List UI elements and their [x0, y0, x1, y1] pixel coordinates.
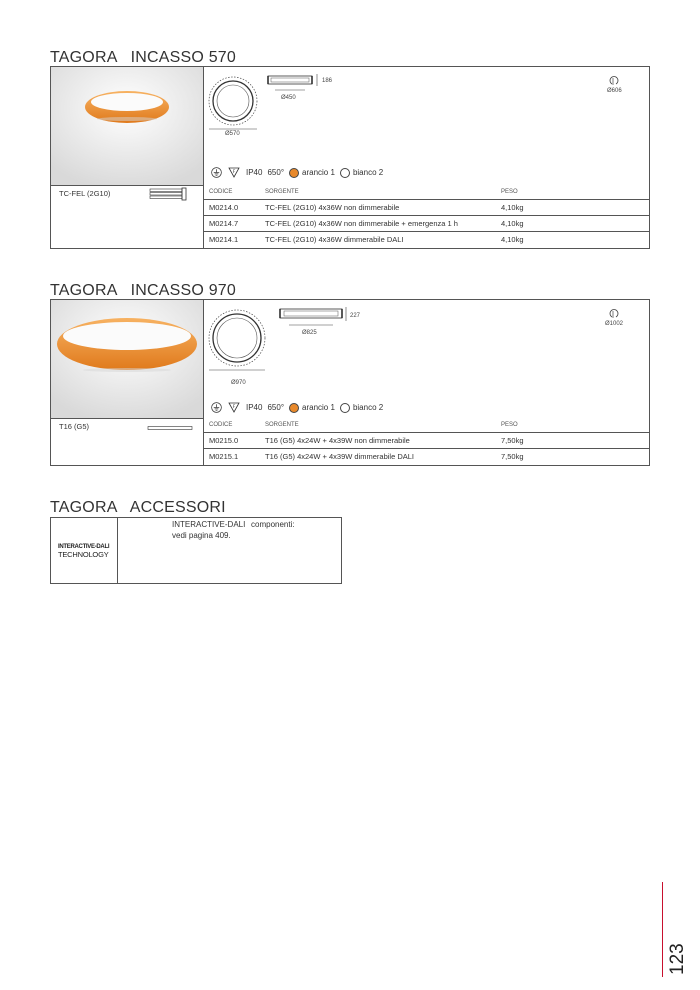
cutout-diameter: Ø1002	[605, 321, 624, 327]
lamp-t16-icon	[147, 425, 193, 431]
plan-diameter: Ø570	[225, 131, 240, 137]
accessory-note: componenti:	[251, 520, 295, 529]
side-height: 227	[350, 313, 361, 319]
col-codice: CODICE	[209, 421, 233, 428]
features-row-570	[211, 167, 388, 178]
table-row: M0215.1 T16 (G5) 4x24W + 4x39W dimmerabile DALI 7,50kg	[203, 448, 650, 464]
flammable-surface-icon	[228, 402, 240, 413]
col-sorgente: SORGENTE	[265, 421, 299, 428]
svg-text:F: F	[232, 405, 236, 410]
ip-rating: IP40	[246, 168, 263, 177]
glow-wire-temp: 650°	[267, 403, 285, 412]
plan-drawing-970	[207, 308, 273, 372]
side-height: 186	[322, 78, 333, 84]
col-sorgente: SORGENTE	[265, 188, 299, 195]
cutout-icon	[608, 307, 620, 319]
page-number: 123	[667, 943, 688, 975]
table-row: M0214.0 TC-FEL (2G10) 4x36W non dimmerabile 4,10kg	[203, 199, 650, 215]
svg-text:F: F	[232, 170, 236, 175]
section-title-970: TAGORA INCASSO 970	[50, 282, 236, 299]
accessory-ref: vedi pagina 409.	[172, 531, 231, 540]
accessory-item: INTERACTIVE-DALI	[172, 520, 246, 529]
glow-wire-temp: 650°	[267, 168, 285, 177]
section-title-570: TAGORA INCASSO 570	[50, 49, 236, 66]
cutout-diameter: Ø606	[607, 88, 622, 94]
ground-icon	[211, 167, 222, 178]
col-peso: PESO	[501, 421, 518, 428]
col-peso: PESO	[501, 188, 518, 195]
table-row: M0215.0 T16 (G5) 4x24W + 4x39W non dimmerabile 7,50kg	[203, 432, 650, 448]
section-title-accessories: TAGORA ACCESSORI	[50, 499, 226, 516]
page-accent-line	[662, 882, 663, 977]
plan-drawing-570	[207, 73, 263, 131]
product-photo-970	[51, 300, 203, 418]
color-label-2: bianco 2	[352, 403, 384, 412]
side-drawing-570	[267, 74, 319, 92]
color-swatch-orange	[289, 403, 299, 413]
lamp-tc-fel-icon	[149, 187, 189, 201]
color-label-1: arancio 1	[302, 403, 335, 412]
color-swatch-orange	[289, 168, 299, 178]
table-row: M0214.1 TC-FEL (2G10) 4x36W dimmerabile DALI 4,10kg	[203, 231, 650, 247]
col-codice: CODICE	[209, 188, 233, 195]
spec-table-570	[203, 185, 650, 247]
color-label-2: bianco 2	[352, 168, 384, 177]
flammable-surface-icon	[228, 167, 240, 178]
ground-icon	[211, 402, 222, 413]
accessories-box	[50, 517, 342, 584]
lamp-type: T16 (G5)	[59, 422, 90, 431]
side-width: Ø450	[281, 95, 296, 101]
ip-rating: IP40	[246, 403, 263, 412]
lamp-type: TC-FEL (2G10)	[59, 189, 111, 198]
side-width: Ø825	[302, 330, 317, 336]
color-label-1: arancio 1	[302, 168, 335, 177]
table-row: M0214.7 TC-FEL (2G10) 4x36W non dimmerabile + emergenza 1 h 4,10kg	[203, 215, 650, 231]
side-drawing-970	[279, 307, 349, 327]
plan-diameter: Ø970	[231, 380, 246, 386]
product-photo-570	[51, 67, 203, 185]
color-swatch-white	[340, 403, 350, 413]
color-swatch-white	[340, 168, 350, 178]
product-box-970	[50, 299, 650, 466]
features-row-970	[211, 402, 388, 413]
product-box-570	[50, 66, 650, 249]
cutout-icon	[608, 74, 620, 86]
dali-logo-line1: INTERACTIVE-DALI	[58, 544, 110, 550]
spec-table-970	[203, 418, 650, 464]
dali-logo-line2: TECHNOLOGY	[58, 550, 109, 559]
